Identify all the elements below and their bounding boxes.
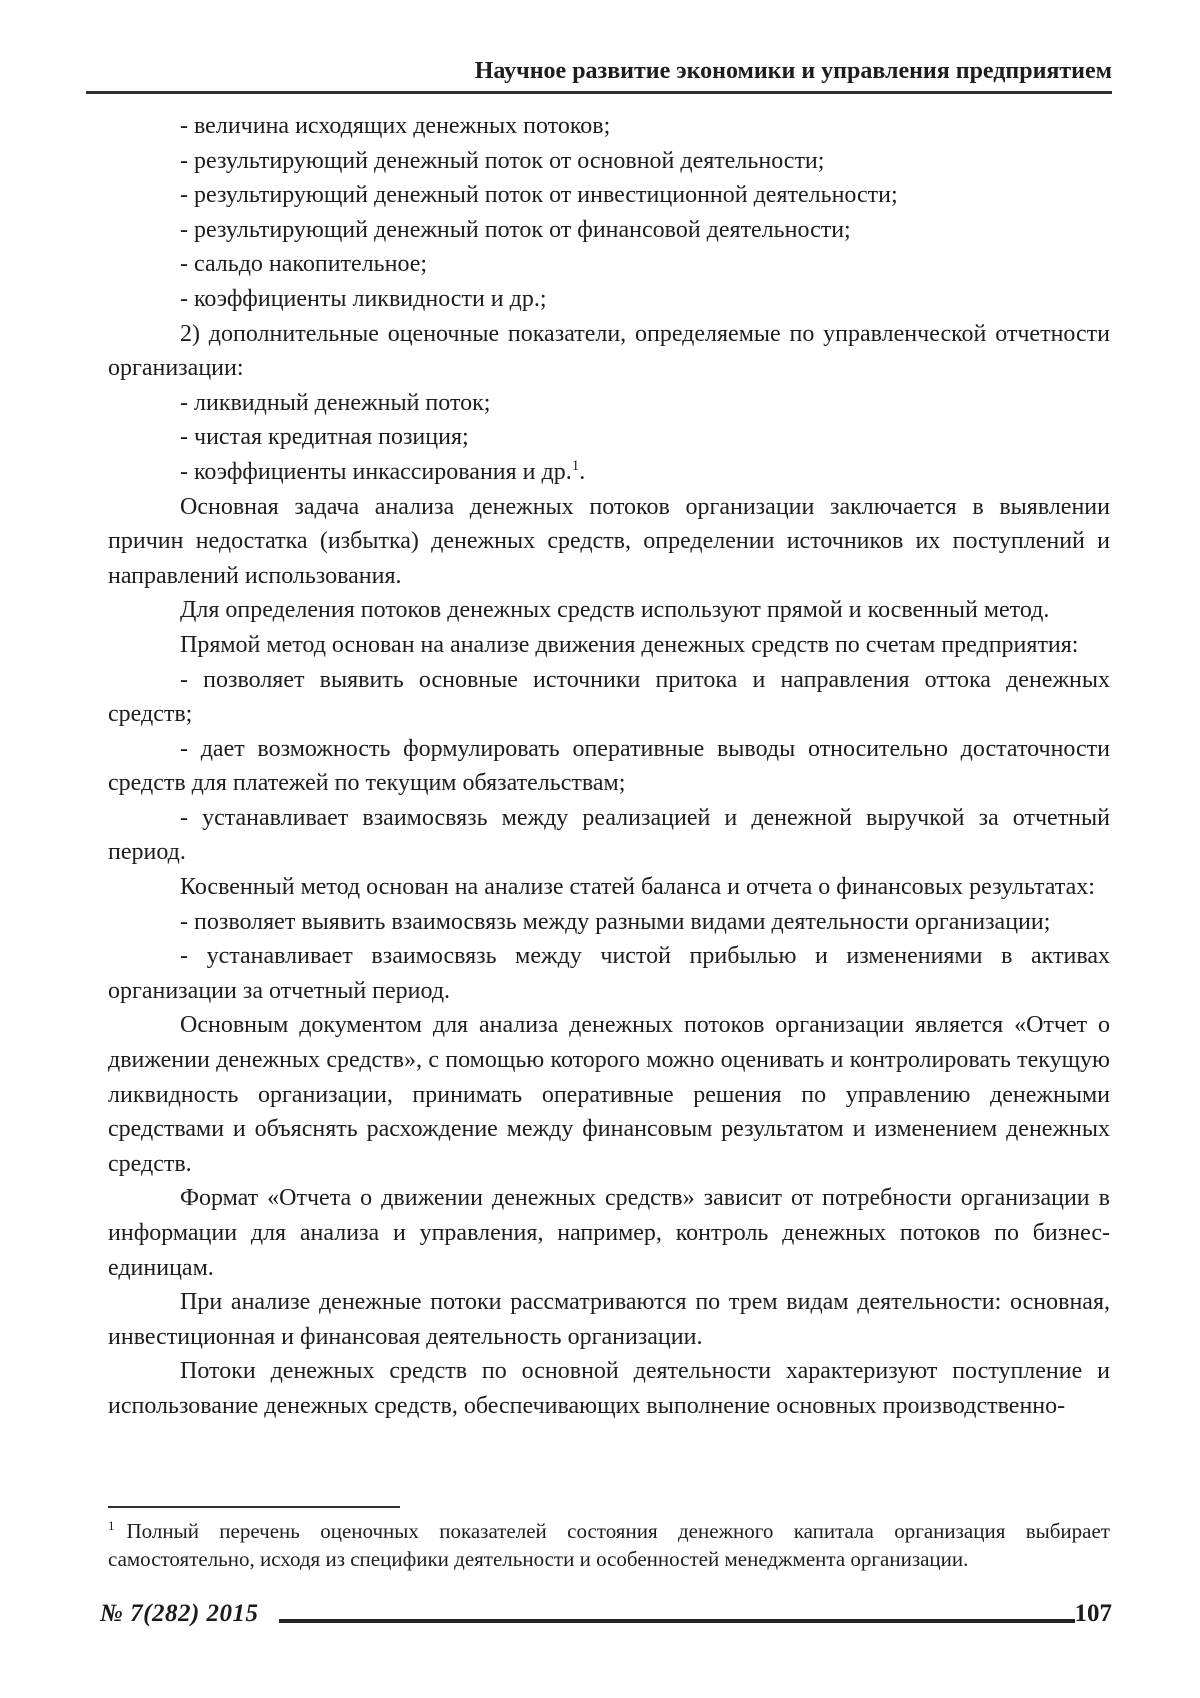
paragraph xyxy=(108,490,1110,594)
paragraph-text: - результирующий денежный поток от финансовой деятельности; xyxy=(180,216,851,243)
paragraph-text: Прямой метод основан на анализе движения денежных средств по счетам предприятия: xyxy=(180,631,1079,658)
paragraph xyxy=(108,386,1110,421)
paragraph xyxy=(108,939,1110,1008)
paragraph xyxy=(108,628,1110,663)
paragraph xyxy=(108,905,1110,940)
paragraph xyxy=(108,144,1110,179)
paragraph xyxy=(108,213,1110,248)
paragraph-text: Основным документом для анализа денежных потоков организации является «Отчет о движении денежных средств», с помощью которого можно оценивать и контролировать текущую ликвидность организации, принимать оперативные решения по управлению денежными средствами и объяснять расхождение между финансовым результатом и изменением денежных средств. xyxy=(108,1012,1110,1177)
paragraph xyxy=(108,732,1110,801)
journal-issue: № 7(282) 2015 xyxy=(100,1600,259,1627)
footnote-marker: 1 xyxy=(108,1518,115,1533)
paragraph xyxy=(108,593,1110,628)
paragraph-text: - позволяет выявить взаимосвязь между разными видами деятельности организации; xyxy=(180,908,1051,935)
footnote-separator-rule xyxy=(108,1506,400,1508)
footnote-reference: 1 xyxy=(571,457,580,474)
paragraph-text: - устанавливает взаимосвязь между реализацией и денежной выручкой за отчетный период. xyxy=(108,804,1110,866)
footnote xyxy=(108,1517,1110,1573)
paragraph-text: - чистая кредитная позиция; xyxy=(180,424,469,451)
paragraph-text: - устанавливает взаимосвязь между чистой прибылью и изменениями в активах организации за отчетный период. xyxy=(108,943,1110,1004)
footer-rule xyxy=(279,1619,1075,1623)
paragraph-text: 2) дополнительные оценочные показатели, определяемые по управленческой отчетности организации: xyxy=(108,320,1110,382)
paragraph xyxy=(108,317,1110,386)
paragraph-text: Для определения потоков денежных средств используют прямой и косвенный метод. xyxy=(180,597,1050,624)
page-footer xyxy=(100,1598,1112,1630)
paragraph xyxy=(108,663,1110,732)
paragraph-text: Потоки денежных средств по основной деятельности характеризуют поступление и использование денежных средств, обеспечивающих выполнение основных производственно- xyxy=(108,1358,1110,1419)
paragraph-text: - позволяет выявить основные источники притока и направления оттока денежных средств; xyxy=(108,666,1110,728)
paragraph-text: - ликвидный денежный поток; xyxy=(180,389,491,416)
footnote-section xyxy=(108,1506,1110,1573)
paragraph xyxy=(108,870,1110,905)
page-number: 107 xyxy=(1074,1600,1112,1627)
paragraph xyxy=(108,1181,1110,1285)
paragraph xyxy=(108,282,1110,317)
paragraph-text: Косвенный метод основан на анализе статей баланса и отчета о финансовых результатах: xyxy=(180,874,1095,901)
paragraph xyxy=(108,1354,1110,1423)
paragraph-text: . xyxy=(579,458,586,485)
paragraph-text: - результирующий денежный поток от инвестиционной деятельности; xyxy=(180,182,898,209)
paragraph xyxy=(108,178,1110,213)
paragraph xyxy=(108,247,1110,282)
paragraph xyxy=(108,455,1110,490)
paragraph xyxy=(108,1285,1110,1354)
paragraph xyxy=(108,1008,1110,1181)
paragraph-text: Основная задача анализа денежных потоков организации заключается в выявлении причин недостатка (избытка) денежных средств, определении источников их поступлений и направлений использования. xyxy=(108,493,1110,589)
paragraph-text: - величина исходящих денежных потоков; xyxy=(180,113,611,139)
article-body xyxy=(108,109,1110,1509)
paragraph-text: - дает возможность формулировать оперативные выводы относительно достаточности средств для платежей по текущим обязательствам; xyxy=(108,735,1110,797)
paragraph xyxy=(108,801,1110,870)
paragraph-text: - коэффициенты ликвидности и др.; xyxy=(180,285,547,312)
paragraph-text: - результирующий денежный поток от основной деятельности; xyxy=(180,147,825,174)
paragraph-text: Формат «Отчета о движении денежных средств» зависит от потребности организации в информации для анализа и управления, например, контроль денежных потоков по бизнес-единицам. xyxy=(108,1185,1110,1281)
page-header xyxy=(86,56,1112,94)
running-head-title: Научное развитие экономики и управления предприятием xyxy=(474,58,1112,84)
paragraph xyxy=(108,109,1110,144)
paragraph-text: - коэффициенты инкассирования и др. xyxy=(180,458,572,485)
paragraph-text: - сальдо накопительное; xyxy=(180,251,428,278)
footnote-text: Полный перечень оценочных показателей состояния денежного капитала организация выбирает самостоятельно, исходя из специфики деятельности и особенностей менеджмента организации. xyxy=(108,1519,1110,1571)
paragraph-text: При анализе денежные потоки рассматриваются по трем видам деятельности: основная, инвестиционная и финансовая деятельность организации. xyxy=(108,1289,1110,1350)
paragraph xyxy=(108,420,1110,455)
